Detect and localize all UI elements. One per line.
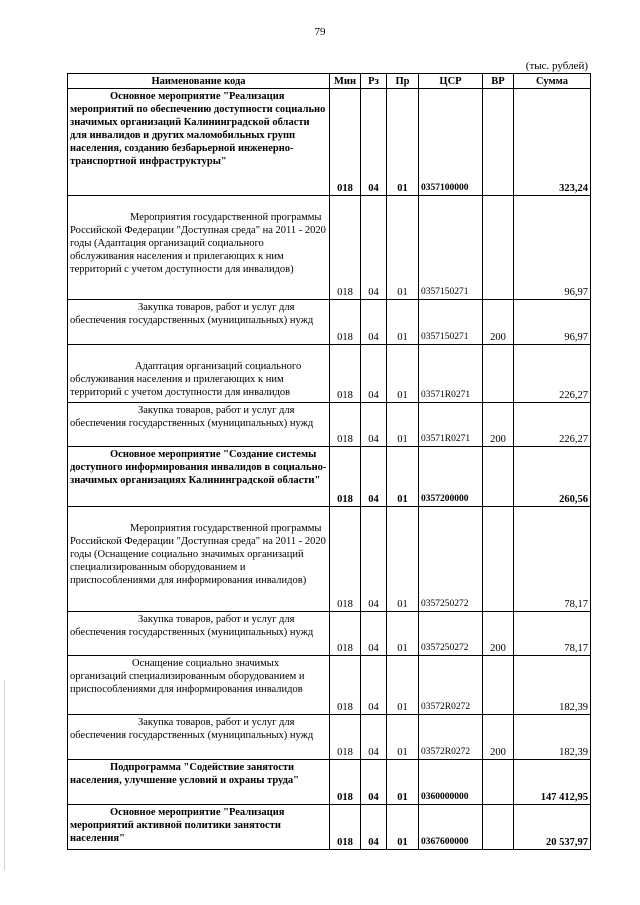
table-row bbox=[68, 805, 591, 850]
row-name: Адаптация организаций социального обслуживания населения и прилегающих к ним территорий с учетом доступности для инвалидов bbox=[68, 345, 330, 403]
row-rz: 04 bbox=[361, 403, 387, 447]
units-label: (тыс. рублей) bbox=[525, 60, 588, 72]
header-rz: Рз bbox=[361, 74, 387, 89]
row-sum: 182,39 bbox=[514, 715, 591, 760]
row-pr: 01 bbox=[387, 345, 419, 403]
row-csr: 0357250272 bbox=[419, 612, 483, 656]
row-vr bbox=[483, 196, 514, 300]
row-vr bbox=[483, 89, 514, 196]
row-min: 018 bbox=[330, 345, 361, 403]
row-csr: 0367600000 bbox=[419, 805, 483, 850]
row-name: Закупка товаров, работ и услуг для обеспечения государственных (муниципальных) нужд bbox=[68, 403, 330, 447]
row-name: Мероприятия государственной программы Российской Федерации "Доступная среда" на 2011 - 2020 годы (Оснащение социально значимых организаций специализированным оборудованием и приспособлениями для информирования инвалидов) bbox=[68, 507, 330, 612]
row-rz: 04 bbox=[361, 196, 387, 300]
row-sum: 20 537,97 bbox=[514, 805, 591, 850]
row-csr: 0357200000 bbox=[419, 447, 483, 507]
row-name: Основное мероприятие "Создание системы доступного информирования инвалидов в социально-значимых организациях Калининградской области" bbox=[68, 447, 330, 507]
table-header-row bbox=[68, 74, 591, 89]
table-row bbox=[68, 345, 591, 403]
row-vr: 200 bbox=[483, 300, 514, 345]
row-vr: 200 bbox=[483, 612, 514, 656]
row-sum: 96,97 bbox=[514, 196, 591, 300]
row-rz: 04 bbox=[361, 656, 387, 715]
scan-edge-line bbox=[4, 680, 5, 870]
row-vr: 200 bbox=[483, 715, 514, 760]
row-vr bbox=[483, 447, 514, 507]
row-csr: 03572R0272 bbox=[419, 715, 483, 760]
table-row bbox=[68, 196, 591, 300]
row-rz: 04 bbox=[361, 760, 387, 805]
row-sum: 260,56 bbox=[514, 447, 591, 507]
row-min: 018 bbox=[330, 300, 361, 345]
row-name: Закупка товаров, работ и услуг для обеспечения государственных (муниципальных) нужд bbox=[68, 715, 330, 760]
row-rz: 04 bbox=[361, 612, 387, 656]
row-name: Основное мероприятие "Реализация мероприятий активной политики занятости населения" bbox=[68, 805, 330, 850]
row-sum: 147 412,95 bbox=[514, 760, 591, 805]
row-sum: 323,24 bbox=[514, 89, 591, 196]
row-vr bbox=[483, 805, 514, 850]
table-row bbox=[68, 715, 591, 760]
row-csr: 03571R0271 bbox=[419, 403, 483, 447]
row-pr: 01 bbox=[387, 196, 419, 300]
row-csr: 0360000000 bbox=[419, 760, 483, 805]
row-sum: 226,27 bbox=[514, 345, 591, 403]
row-csr: 03571R0271 bbox=[419, 345, 483, 403]
row-sum: 78,17 bbox=[514, 507, 591, 612]
row-pr: 01 bbox=[387, 805, 419, 850]
table-row bbox=[68, 612, 591, 656]
row-name: Мероприятия государственной программы Российской Федерации "Доступная среда" на 2011 - 2020 годы (Адаптация организаций социального обслуживания населения и прилегающих к ним территорий с учетом доступности для инвалидов) bbox=[68, 196, 330, 300]
row-name: Закупка товаров, работ и услуг для обеспечения государственных (муниципальных) нужд bbox=[68, 612, 330, 656]
row-vr bbox=[483, 507, 514, 612]
row-pr: 01 bbox=[387, 760, 419, 805]
row-name: Оснащение социально значимых организаций специализированным оборудованием и приспособлениями для информирования инвалидов bbox=[68, 656, 330, 715]
row-min: 018 bbox=[330, 612, 361, 656]
row-pr: 01 bbox=[387, 89, 419, 196]
row-min: 018 bbox=[330, 196, 361, 300]
row-csr: 0357100000 bbox=[419, 89, 483, 196]
table-row bbox=[68, 89, 591, 196]
row-pr: 01 bbox=[387, 612, 419, 656]
row-pr: 01 bbox=[387, 715, 419, 760]
row-pr: 01 bbox=[387, 507, 419, 612]
row-sum: 78,17 bbox=[514, 612, 591, 656]
header-min: Мин bbox=[330, 74, 361, 89]
row-vr bbox=[483, 345, 514, 403]
row-name: Подпрограмма "Содействие занятости населения, улучшение условий и охраны труда" bbox=[68, 760, 330, 805]
row-rz: 04 bbox=[361, 345, 387, 403]
row-rz: 04 bbox=[361, 300, 387, 345]
row-vr bbox=[483, 760, 514, 805]
row-name: Основное мероприятие "Реализация мероприятий по обеспечению доступности социально значимых организаций Калининградской области для инвалидов и других маломобильных групп населения, созданию безбарьерной инженерно-транспортной инфраструктуры" bbox=[68, 89, 330, 196]
table-row bbox=[68, 656, 591, 715]
row-sum: 182,39 bbox=[514, 656, 591, 715]
row-pr: 01 bbox=[387, 300, 419, 345]
row-rz: 04 bbox=[361, 89, 387, 196]
row-rz: 04 bbox=[361, 507, 387, 612]
budget-table bbox=[67, 73, 591, 850]
table-row bbox=[68, 403, 591, 447]
table-row bbox=[68, 760, 591, 805]
row-min: 018 bbox=[330, 656, 361, 715]
header-pr: Пр bbox=[387, 74, 419, 89]
row-min: 018 bbox=[330, 447, 361, 507]
row-vr: 200 bbox=[483, 403, 514, 447]
row-sum: 226,27 bbox=[514, 403, 591, 447]
row-sum: 96,97 bbox=[514, 300, 591, 345]
row-min: 018 bbox=[330, 805, 361, 850]
row-pr: 01 bbox=[387, 403, 419, 447]
table-row bbox=[68, 507, 591, 612]
page-number: 79 bbox=[314, 26, 326, 38]
header-sum: Сумма bbox=[514, 74, 591, 89]
row-pr: 01 bbox=[387, 447, 419, 507]
row-pr: 01 bbox=[387, 656, 419, 715]
row-name: Закупка товаров, работ и услуг для обеспечения государственных (муниципальных) нужд bbox=[68, 300, 330, 345]
row-min: 018 bbox=[330, 715, 361, 760]
row-rz: 04 bbox=[361, 447, 387, 507]
row-rz: 04 bbox=[361, 805, 387, 850]
header-csr: ЦСР bbox=[419, 74, 483, 89]
table-row bbox=[68, 447, 591, 507]
row-min: 018 bbox=[330, 403, 361, 447]
row-csr: 0357150271 bbox=[419, 300, 483, 345]
row-csr: 03572R0272 bbox=[419, 656, 483, 715]
table-row bbox=[68, 300, 591, 345]
row-min: 018 bbox=[330, 89, 361, 196]
row-vr bbox=[483, 656, 514, 715]
row-rz: 04 bbox=[361, 715, 387, 760]
header-vr: ВР bbox=[483, 74, 514, 89]
row-min: 018 bbox=[330, 760, 361, 805]
row-min: 018 bbox=[330, 507, 361, 612]
header-name: Наименование кода bbox=[68, 74, 330, 89]
row-csr: 0357150271 bbox=[419, 196, 483, 300]
row-csr: 0357250272 bbox=[419, 507, 483, 612]
